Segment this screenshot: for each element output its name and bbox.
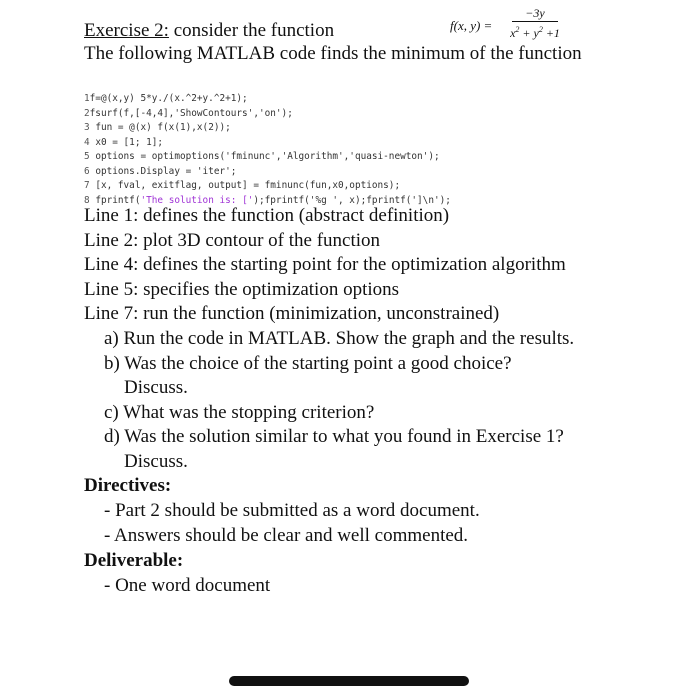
line-note: Line 4: defines the starting point for the optimization algorithm bbox=[84, 254, 566, 276]
line-note: Line 7: run the function (minimization, unconstrained) bbox=[84, 303, 500, 325]
matlab-code-block bbox=[84, 92, 644, 208]
code-line: 2fsurf(f,[-4,4],'ShowContours','on'); bbox=[84, 107, 293, 119]
line-note: Line 1: defines the function (abstract definition) bbox=[84, 205, 450, 226]
question-d: d) Was the solution similar to what you found in Exercise 1? bbox=[104, 426, 564, 448]
directive-item: - Part 2 should be submitted as a word document. bbox=[104, 500, 480, 521]
line-explanations bbox=[84, 204, 664, 327]
code-line: 7 [x, fval, exitflag, output] = fminunc(fun,x0,options); bbox=[84, 180, 401, 191]
deliverable-item: - One word document bbox=[104, 575, 271, 596]
den-y-exp: 2 bbox=[538, 25, 543, 34]
directives-section bbox=[84, 473, 644, 598]
den-x: x bbox=[510, 26, 516, 40]
code-line: 5 options = optimoptions('fminunc','Algorithm','quasi-newton'); bbox=[84, 151, 440, 162]
code-line: 1f=@(x,y) 5*y./(x.^2+y.^2+1); bbox=[84, 93, 248, 104]
deliverable-heading: Deliverable: bbox=[84, 550, 184, 571]
line-note: Line 2: plot 3D contour of the function bbox=[84, 229, 381, 251]
den-y: + y bbox=[519, 26, 539, 40]
den-x-exp: 2 bbox=[515, 25, 520, 34]
formula-fraction bbox=[510, 6, 560, 41]
home-indicator-bar bbox=[229, 676, 469, 686]
formula-lhs: f(x, y) = bbox=[450, 18, 493, 33]
question-c: c) What was the stopping criterion? bbox=[104, 401, 375, 423]
code-line: 4 x0 = [1; 1]; bbox=[84, 136, 164, 148]
question-d-continued: Discuss. bbox=[124, 450, 188, 472]
line-note: Line 5: specifies the optimization options bbox=[84, 278, 400, 300]
questions-list bbox=[104, 327, 664, 475]
directives-heading: Directives: bbox=[84, 475, 172, 496]
code-line: 3 fun = @(x) f(x(1),x(2)); bbox=[84, 122, 231, 133]
exercise-title bbox=[84, 6, 644, 46]
formula-numerator: −3y bbox=[525, 6, 545, 20]
exercise-label: Exercise 2: bbox=[84, 20, 169, 41]
code-description: The following MATLAB code finds the minimum of the function bbox=[84, 43, 582, 64]
den-tail: +1 bbox=[542, 26, 560, 40]
exercise-intro: consider the function bbox=[168, 20, 335, 41]
question-b-continued: Discuss. bbox=[124, 377, 188, 399]
question-b: b) Was the choice of the starting point a good choice? bbox=[104, 352, 512, 374]
formula-denominator bbox=[510, 22, 560, 41]
directive-item: - Answers should be clear and well commented. bbox=[104, 525, 469, 546]
code-line: 8 fprintf('The solution is: [');fprintf('%g ', x);fprintf(']\n'); bbox=[84, 194, 451, 206]
question-a: a) Run the code in MATLAB. Show the graph and the results. bbox=[104, 328, 575, 349]
code-line: 6 options.Display = 'iter'; bbox=[84, 165, 237, 177]
exercise-heading bbox=[84, 20, 334, 42]
